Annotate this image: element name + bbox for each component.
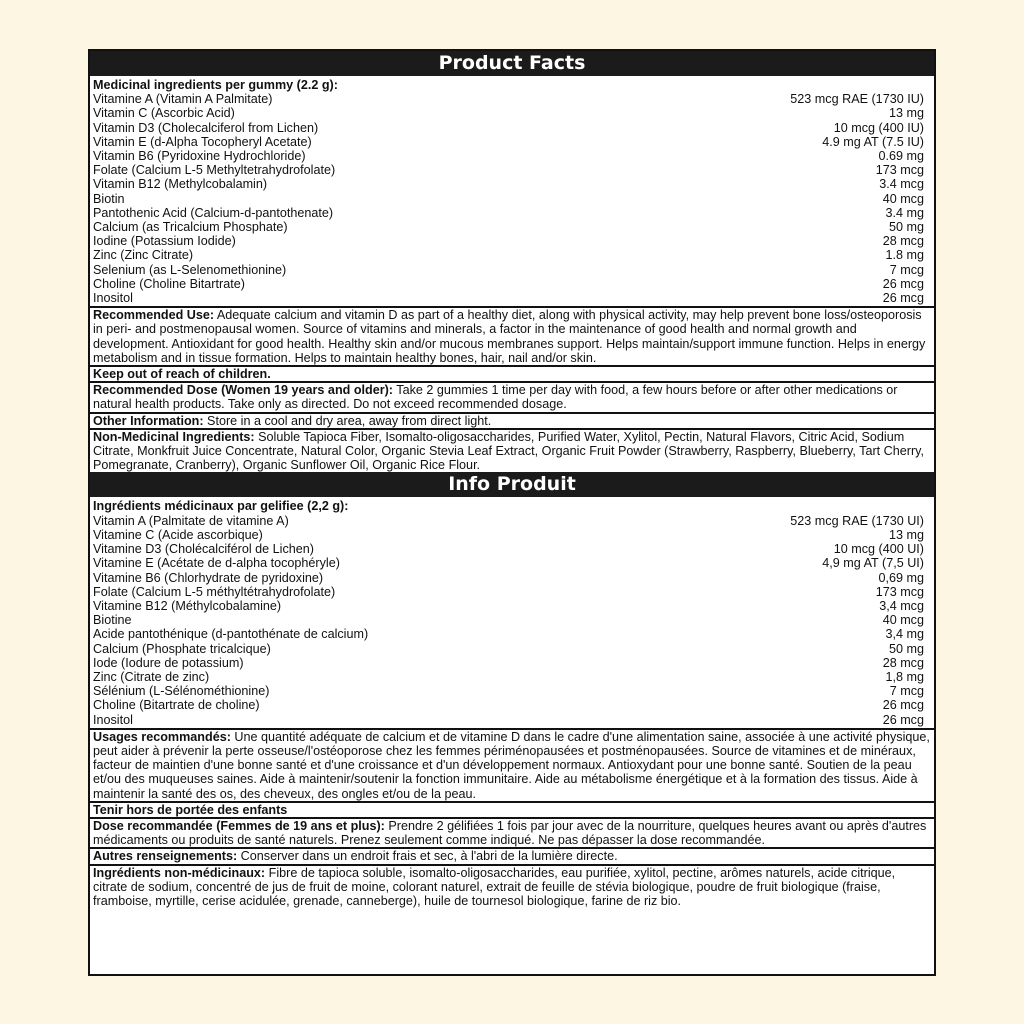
ingredient-row [93,234,930,248]
ingredient-amount: 28 mcg [882,655,924,670]
ingredient-amount: 40 mcg [882,191,924,206]
ingredient-name: Calcium (as Tricalcium Phosphate) [93,220,288,235]
ingredient-amount: 173 mcg [875,584,924,599]
ingredient-name: Vitamine E (Acétate de d-alpha tocophéryle) [93,556,340,571]
fr-ingredient-list [93,514,930,727]
ingredient-row [93,613,930,627]
en-non-medicinal [90,428,934,473]
ingredient-name: Folate (Calcium L-5 Methyltetrahydrofolate) [93,163,336,178]
ingredient-amount: 26 mcg [882,712,924,727]
ingredient-name: Iodine (Potassium Iodide) [93,234,236,249]
ingredient-amount: 523 mcg RAE (1730 UI) [790,513,924,528]
ingredient-name: Vitamin B6 (Pyridoxine Hydrochloride) [93,149,306,164]
ingredient-amount: 1,8 mg [885,669,924,684]
en-keep-out-text: Keep out of reach of children. [93,367,271,382]
ingredient-name: Pantothenic Acid (Calcium-d-pantothenate) [93,205,334,220]
fr-nonmed-label: Ingrédients non-médicinaux: [93,865,266,880]
ingredient-amount: 173 mcg [875,163,924,178]
ingredient-name: Vitamine D3 (Cholécalciférol de Lichen) [93,542,314,557]
ingredient-name: Biotin [93,191,125,206]
ingredient-row [93,542,930,556]
ingredient-row [93,106,930,120]
en-other-label: Other Information: [93,413,204,428]
ingredient-name: Vitamin A (Palmitate de vitamine A) [93,513,289,528]
ingredient-amount: 40 mcg [882,613,924,628]
ingredient-name: Vitamin B12 (Methylcobalamin) [93,177,268,192]
ingredient-name: Vitamine B6 (Chlorhydrate de pyridoxine) [93,570,324,585]
ingredient-name: Selenium (as L-Selenomethionine) [93,262,287,277]
ingredient-name: Zinc (Zinc Citrate) [93,248,194,263]
ingredient-amount: 1.8 mg [885,248,924,263]
fr-dose-text: Prendre 2 gélifiées 1 fois par jour avec de la nourriture, quelques heures avant ou après d'autres médicaments ou produits de santé naturels. Prenez seulement comme indiqué. Ne pas dépasser la dose recommandée. [93,818,927,848]
ingredient-row [93,206,930,220]
fr-medicinal-ingredients [90,497,934,727]
fr-nonmed-text: Fibre de tapioca soluble, isomalto-oligosaccharides, eau purifiée, xylitol, pectine, arômes naturels, acide citrique, citrate de sodium, concentré de jus de fruit de moine, colorant naturel, extrait de feuille de stévia biologique, poudre de fruit biologique (fraise, framboise, myrtille, cerise acidulée, grenade, canneberge), huile de tournesol biologique, farine de riz bio. [93,865,896,908]
en-ingredient-list [93,92,930,305]
ingredient-amount: 0.69 mg [878,149,924,164]
ingredient-row [93,149,930,163]
fr-other-label: Autres renseignements: [93,849,238,864]
ingredient-amount: 3.4 mcg [879,177,924,192]
ingredient-amount: 50 mg [888,641,924,656]
en-medicinal-ingredients [90,76,934,306]
ingredient-row [93,684,930,698]
ingredient-row [93,121,930,135]
ingredient-amount: 50 mg [888,220,924,235]
ingredient-name: Biotine [93,613,132,628]
ingredient-amount: 13 mg [888,106,924,121]
ingredient-row [93,177,930,191]
ingredient-name: Calcium (Phosphate tricalcique) [93,641,271,656]
ingredient-name: Vitamine B12 (Méthylcobalamine) [93,598,282,613]
fr-non-medicinal [90,864,934,909]
ingredient-name: Vitamine A (Vitamin A Palmitate) [93,92,273,107]
ingredient-row [93,698,930,712]
ingredient-name: Vitamin C (Ascorbic Acid) [93,106,235,121]
en-nonmed-text: Soluble Tapioca Fiber, Isomalto-oligosaccharides, Purified Water, Xylitol, Pectin, Natural Flavors, Citric Acid, Sodium Citrate, Monkfruit Juice Concentrate, Natural Color, Organic Stevia Leaf Extract, Organic Fruit Powder (Strawberry, Raspberry, Blueberry, Tart Cherry, Pomegranate, Cranberry), Organic Sunflower Oil, Organic Rice Flour. [93,429,925,473]
fr-dose-label: Dose recommandée (Femmes de 19 ans et plus): [93,818,385,833]
ingredient-name: Acide pantothénique (d-pantothénate de calcium) [93,627,369,642]
ingredient-name: Vitamin D3 (Cholecalciferol from Lichen) [93,120,319,135]
en-keep-out [90,365,934,381]
ingredient-row [93,642,930,656]
ingredient-row [93,192,930,206]
fr-recommended-use [90,728,934,801]
ingredient-row [93,599,930,613]
ingredient-amount: 10 mcg (400 UI) [833,542,924,557]
ingredient-row [93,220,930,234]
ingredient-row [93,263,930,277]
fr-use-text: Une quantité adéquate de calcium et de vitamine D dans le cadre d'une alimentation saine, associée à une activité physique, peut aider à prévenir la perte osseuse/l'ostéoporose chez les femmes périménopausées et postménopausées. Source de vitamines et de minéraux, facteur de maintien d'une bonne santé et d'une croissance et d'un développement normaux. Antioxydant pour une bonne santé. Soutien de la peau et/ou des muqueuses saines. Aide à maintenir/soutenir la fonction immunitaire. Aide au métabolisme énergétique et à la formation des tissus. Aide à maintenir la santé des os, des cheveux, des ongles et/ou de la peau. [93,729,930,801]
fr-other-text: Conserver dans un endroit frais et sec, à l'abri de la lumière directe. [240,849,618,864]
ingredient-name: Inositol [93,712,133,727]
product-facts-header: Product Facts [90,51,934,76]
en-use-text: Adequate calcium and vitamin D as part of a healthy diet, along with physical activity, may help prevent bone loss/osteoporosis in peri- and postmenopausal women. Source of vitamins and minerals, a factor in the maintenance of good health and normal growth and development. Antioxidant for good health. Healthy skin and/or mucous membranes support. Helps maintain/support immune function. Helps in energy metabolism and in tissue formation. Helps to maintain healthy bones, hair, nail and/or skin. [93,308,926,365]
fr-keep-out-text: Tenir hors de portée des enfants [93,802,288,817]
ingredient-amount: 26 mcg [882,291,924,306]
ingredient-row [93,92,930,106]
ingredient-amount: 3.4 mg [885,205,924,220]
ingredient-row [93,163,930,177]
ingredient-amount: 3,4 mg [885,627,924,642]
ingredient-row [93,248,930,262]
ingredient-amount: 13 mg [888,527,924,542]
ingredient-amount: 26 mcg [882,276,924,291]
ingredient-amount: 26 mcg [882,698,924,713]
ingredient-row [93,277,930,291]
ingredient-amount: 10 mcg (400 IU) [833,120,924,135]
en-other-information [90,412,934,428]
ingredient-row [93,656,930,670]
en-other-text: Store in a cool and dry area, away from direct light. [207,413,492,428]
en-nonmed-label: Non-Medicinal Ingredients: [93,429,255,444]
info-produit-header: Info Produit [90,472,934,497]
ingredient-amount: 3,4 mcg [879,598,924,613]
fr-keep-out [90,801,934,817]
ingredient-name: Sélénium (L-Sélénométhionine) [93,684,270,699]
en-dose-text: Take 2 gummies 1 time per day with food, a few hours before or after other medications or natural health products. Take only as directed. Do not exceed recommended dosage. [93,383,898,412]
ingredient-amount: 28 mcg [882,234,924,249]
ingredient-amount: 7 mcg [889,684,924,699]
ingredient-amount: 4,9 mg AT (7,5 UI) [822,556,924,571]
ingredient-row [93,528,930,542]
ingredient-row [93,291,930,305]
ingredient-name: Iode (Iodure de potassium) [93,655,244,670]
product-label [88,49,936,976]
ingredient-row [93,514,930,528]
ingredient-name: Choline (Bitartrate de choline) [93,698,260,713]
ingredient-name: Inositol [93,291,133,306]
ingredient-row [93,556,930,570]
ingredient-row [93,627,930,641]
ingredient-name: Choline (Choline Bitartrate) [93,276,245,291]
ingredient-row [93,585,930,599]
ingredient-name: Zinc (Citrate de zinc) [93,669,210,684]
ingredient-name: Folate (Calcium L-5 méthyltétrahydrofolate) [93,584,336,599]
en-recommended-use [90,306,934,365]
en-medicinal-heading: Medicinal ingredients per gummy (2.2 g): [93,78,338,92]
en-recommended-dose [90,381,934,411]
ingredient-amount: 4.9 mg AT (7.5 IU) [822,134,924,149]
fr-recommended-dose [90,817,934,847]
ingredient-amount: 7 mcg [889,262,924,277]
ingredient-amount: 523 mcg RAE (1730 IU) [790,92,924,107]
ingredient-row [93,135,930,149]
ingredient-name: Vitamine C (Acide ascorbique) [93,527,263,542]
en-use-label: Recommended Use: [93,308,215,323]
fr-other-information [90,847,934,863]
fr-medicinal-heading: Ingrédients médicinaux par gelifiee (2,2 g): [93,499,349,514]
fr-use-label: Usages recommandés: [93,729,231,744]
ingredient-amount: 0,69 mg [878,570,924,585]
ingredient-name: Vitamin E (d-Alpha Tocopheryl Acetate) [93,134,312,149]
ingredient-row [93,670,930,684]
ingredient-row [93,713,930,727]
en-dose-label: Recommended Dose (Women 19 years and older): [93,383,393,398]
ingredient-row [93,571,930,585]
